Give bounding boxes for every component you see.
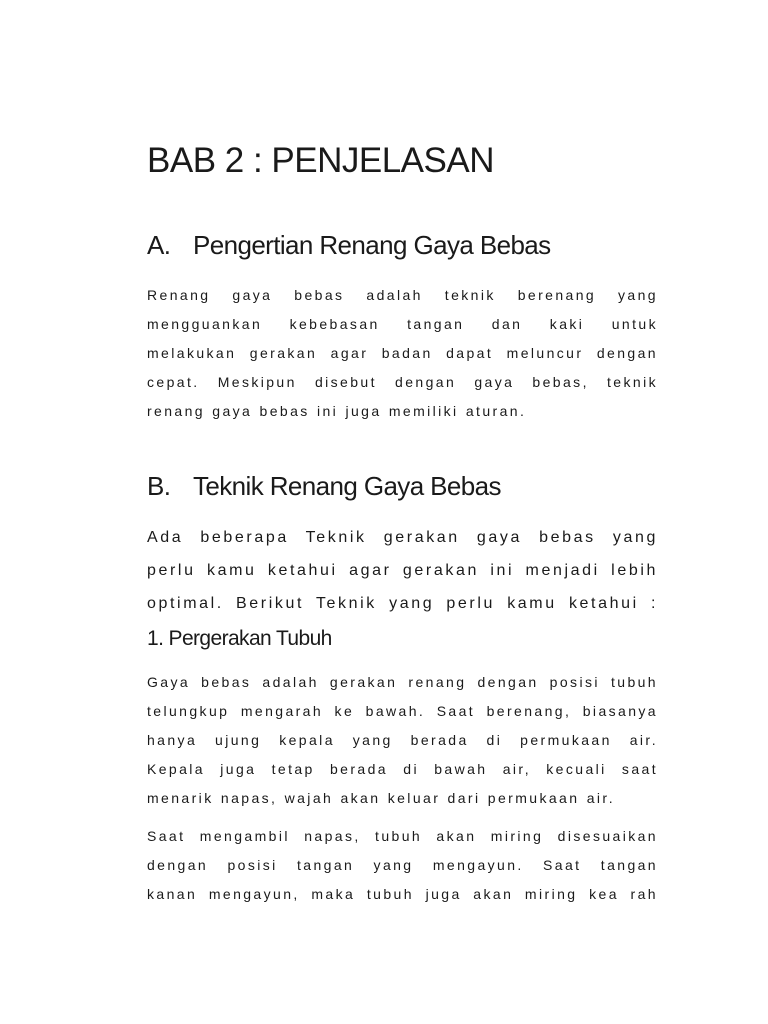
paragraph-line: kanan mengayun, maka tubuh juga akan miring kea rah [147, 886, 658, 902]
paragraph-line: hanya ujung kepala yang berada di permukaan air. [147, 732, 658, 748]
paragraph-line: optimal. Berikut Teknik yang perlu kamu ketahui : [147, 595, 658, 612]
paragraph-line: menarik napas, wajah akan keluar dari permukaan air. [147, 790, 615, 806]
paragraph-line: Kepala juga tetap berada di bawah air, kecuali saat [147, 761, 658, 777]
paragraph-line: melakukan gerakan agar badan dapat meluncur dengan [147, 345, 658, 361]
paragraph-line: dengan posisi tangan yang mengayun. Saat tangan [147, 857, 658, 873]
paragraph-line: Renang gaya bebas adalah teknik berenang yang [147, 287, 658, 303]
paragraph-line: cepat. Meskipun disebut dengan gaya bebas, teknik [147, 374, 658, 390]
subsection-1-paragraph-1 [147, 668, 658, 813]
paragraph-line: renang gaya bebas ini juga memiliki aturan. [147, 403, 527, 419]
subsection-1-heading: 1. Pergerakan Tubuh [147, 627, 332, 650]
section-a-title: Pengertian Renang Gaya Bebas [193, 230, 551, 260]
section-b-heading [147, 470, 501, 502]
section-a-paragraph [147, 281, 658, 426]
paragraph-line: Saat mengambil napas, tubuh akan miring disesuaikan [147, 828, 658, 844]
paragraph-line: telungkup mengarah ke bawah. Saat berenang, biasanya [147, 703, 658, 719]
paragraph-line: perlu kamu ketahui agar gerakan ini menjadi lebih [147, 562, 658, 579]
paragraph-line: Ada beberapa Teknik gerakan gaya bebas yang [147, 529, 658, 546]
section-a-heading [147, 229, 551, 261]
paragraph-line: Gaya bebas adalah gerakan renang dengan posisi tubuh [147, 674, 658, 690]
subsection-1-paragraph-2 [147, 822, 658, 909]
chapter-title: BAB 2 : PENJELASAN [147, 141, 494, 180]
paragraph-line: mengguankan kebebasan tangan dan kaki untuk [147, 316, 658, 332]
section-a-number: A. [147, 230, 171, 260]
section-b-title: Teknik Renang Gaya Bebas [193, 471, 501, 501]
section-b-intro-paragraph [147, 521, 658, 620]
section-b-number: B. [147, 471, 171, 501]
